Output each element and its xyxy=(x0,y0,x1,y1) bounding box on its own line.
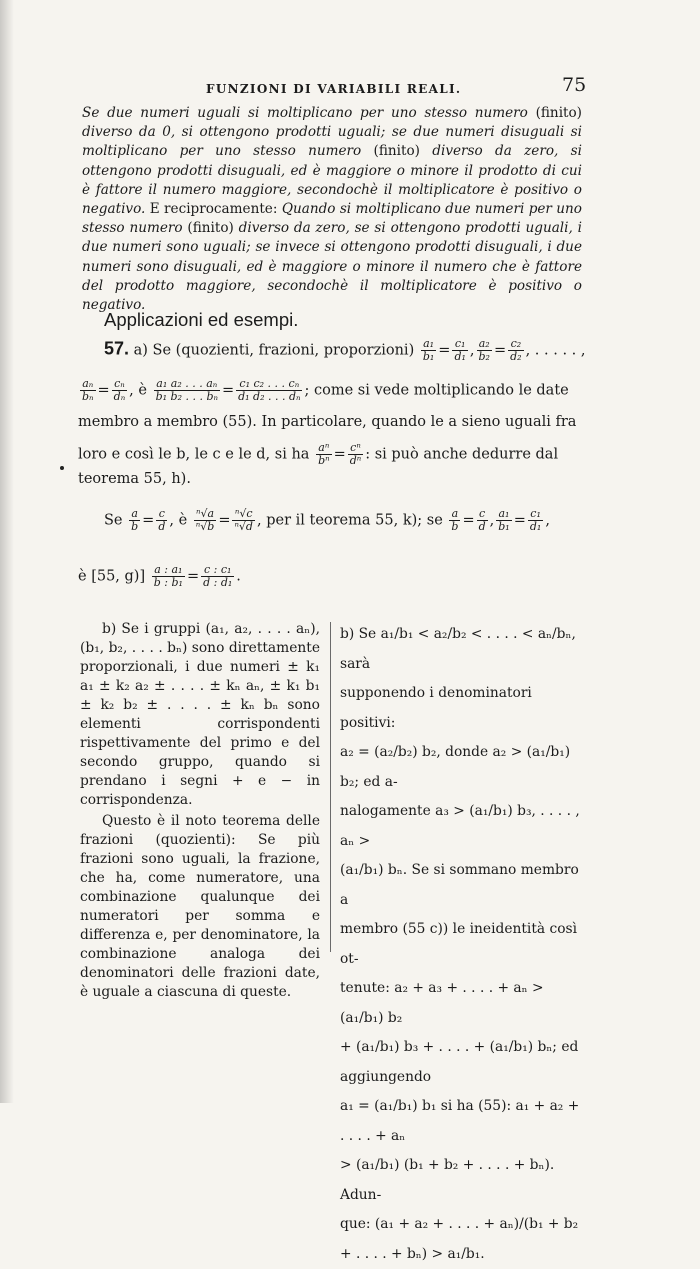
item57-line-4-tail: : si può anche dedurre dal xyxy=(365,446,559,463)
item57-line-1: 57. a) Se (quozienti, frazioni, proporzioni) $\frac{\text{a₁}}{\text{b₁}}$ = $\frac{\text{c₁}}{\text{d₁}}$ , $\frac{\text{a₂}}{\text{b₂}}$ = $\frac{\text{c₂}}{\text{d₂}}$ , . . . . . , xyxy=(104,337,586,363)
item57-line-4: loro e così le b, le c e le d, si ha $\frac{\text{aⁿ}}{\text{bⁿ}}$ = $\frac{\text{cⁿ}}{\text{dⁿ}}$ : si può anche dedurre dal xyxy=(78,441,559,467)
left-column xyxy=(80,620,320,1004)
fraction-root-c-root-d: $\frac{\text{ⁿ√c}}{\text{ⁿ√d}}$ xyxy=(234,507,253,533)
right-line-7: tenute: a₂ + a₃ + . . . . + aₙ > (a₁/b₁) b₂ xyxy=(340,980,544,1026)
right-line-4: nalogamente a₃ > (a₁/b₁) b₃, . . . . , aₙ > xyxy=(340,803,580,849)
fraction-a-b: $\frac{a}{b}$ xyxy=(131,507,139,533)
right-line-2: supponendo i denominatori positivi: xyxy=(340,685,532,731)
right-line-10: > (a₁/b₁) (b₁ + b₂ + . . . . + bₙ). Adun- xyxy=(340,1157,555,1203)
ellipsis: , . . . . . , xyxy=(525,342,586,359)
fraction-cn-dn: $\frac{\text{cₙ}}{\text{dₙ}}$ xyxy=(113,377,126,403)
fraction-c-d-2: $\frac{c}{d}$ xyxy=(478,507,486,533)
ink-speck xyxy=(60,466,64,470)
right-line-1: b) Se a₁/b₁ < a₂/b₂ < . . . . < aₙ/bₙ, sarà xyxy=(340,626,576,672)
fraction-a-b-2: $\frac{a}{b}$ xyxy=(451,507,459,533)
fraction-c1-d1: $\frac{\text{c₁}}{\text{d₁}}$ xyxy=(454,337,466,363)
theorem-finito-1: (finito) xyxy=(535,105,582,121)
item57-line-7-head: è [55, g)] xyxy=(78,568,146,585)
theorem-part-4: Quando si moltiplicano due numeri per uno stesso numero xyxy=(82,201,582,237)
item57-line-5: teorema 55, h). xyxy=(78,471,191,487)
theorem-finito-2: (finito) xyxy=(373,143,420,160)
theorem-finito-3: (finito) xyxy=(187,220,234,237)
left-paragraph-1: b) Se i gruppi (a₁, a₂, . . . . aₙ), (b₁, b₂, . . . . bₙ) sono direttamente proporzionali, i due numeri ± k₁ a₁ ± k₂ a₂ ± . . . . ± kₙ aₙ, ± k₁ b₁ ± k₂ b₂ ± . . . . ± kₙ bₙ sono elementi corrispondenti rispettivamente del primo e del secondo gruppo, quando si prendano i segni + e − in corrispondenza. xyxy=(80,621,320,808)
fraction-c1-d1-2: $\frac{\text{c₁}}{\text{d₁}}$ xyxy=(529,507,542,533)
fraction-root-a-root-b: $\frac{\text{ⁿ√a}}{\text{ⁿ√b}}$ xyxy=(195,507,215,533)
fraction-an-bn: $\frac{\text{aₙ}}{\text{bₙ}}$ xyxy=(82,377,94,403)
theorem-reciprocamente: E reciprocamente: xyxy=(149,201,278,218)
column-divider xyxy=(330,622,331,952)
fraction-c-d: $\frac{c}{d}$ xyxy=(158,507,166,533)
item-number: 57. xyxy=(104,338,130,359)
item57-line-6-mid: , per il teorema 55, k); se xyxy=(256,512,443,529)
fraction-a1-b1-2: $\frac{\text{a₁}}{\text{b₁}}$ xyxy=(498,507,510,533)
right-line-3: a₂ = (a₂/b₂) b₂, donde a₂ > (a₁/b₁) b₂; ed a- xyxy=(340,744,571,790)
fraction-c-c1-over-d-d1: $\frac{\text{c : c₁}}{\text{d : d₁}}$ xyxy=(203,563,233,589)
item57-se: Se xyxy=(104,512,123,529)
fraction-cn-over-dn-power: $\frac{\text{cⁿ}}{\text{dⁿ}}$ xyxy=(349,441,362,467)
fraction-a2-b2: $\frac{\text{a₂}}{\text{b₂}}$ xyxy=(478,337,490,363)
theorem-part-5: diverso da zero, se si ottengono prodotti uguali, i due numeri sono uguali; se invece si ottengono prodotti disuguali, i due numeri sono disuguali, ed è maggiore o minore il numero che è fattore del prodotto maggiore, secondochè il moltiplicatore è positivo o negativo. xyxy=(82,220,582,314)
left-paragraph-2: Questo è il noto teorema delle frazioni (quozienti): Se più frazioni sono uguali, la frazione, che ha, come numeratore, una combinazione qualunque dei numeratori per somma e differenza e, per denominatore, la combinazione analoga dei denominatori delle frazioni date, è uguale a ciascuna di queste. xyxy=(80,813,320,1000)
binding-shadow xyxy=(0,0,14,1103)
right-column xyxy=(340,620,586,1269)
item57-intro: a) Se (quozienti, frazioni, proporzioni) xyxy=(133,342,415,359)
item57-line-6: Se $\frac{a}{b}$ = $\frac{c}{d}$ , è $\frac{\text{ⁿ√a}}{\text{ⁿ√b}}$ = $\frac{\text{ⁿ√c}}{\text{ⁿ√d}}$ , per il teorema 55, k); se $\frac{a}{b}$ = $\frac{c}{d}$ , $\frac{\text{a₁}}{\text{b₁}}$ = $\frac{\text{c₁}}{\text{d₁}}$ , xyxy=(104,507,550,533)
item57-line-7: è [55, g)] $\frac{\text{a : a₁}}{\text{b : b₁}}$ = $\frac{\text{c : c₁}}{\text{d : d₁}}$ . xyxy=(78,563,241,589)
page-number: 75 xyxy=(562,74,587,96)
item57-line-2: $\frac{\text{aₙ}}{\text{bₙ}}$ = $\frac{\text{cₙ}}{\text{dₙ}}$ , è $\frac{\text{a₁ a₂ . . . aₙ}}{\text{b₁ b₂ . . . bₙ}}$ = $\frac{\text{c₁ c₂ . . . cₙ}}{\text{d₁ d₂ . . . dₙ}}$ ; come si vede moltiplicando le date xyxy=(82,377,569,403)
item57-line-4-head: loro e così le b, le c e le d, si ha xyxy=(78,446,310,463)
item57-line-3: membro a membro (55). In particolare, quando le a sieno uguali fra xyxy=(78,414,577,430)
fraction-an-over-bn-power: $\frac{\text{aⁿ}}{\text{bⁿ}}$ xyxy=(318,441,330,467)
right-line-6: membro (55 c)) le ineidentità così ot- xyxy=(340,921,578,967)
theorem-paragraph xyxy=(82,104,582,315)
right-line-8: + (a₁/b₁) b₃ + . . . . + (a₁/b₁) bₙ; ed aggiungendo xyxy=(340,1039,579,1085)
fraction-a-a1-over-b-b1: $\frac{\text{a : a₁}}{\text{b : b₁}}$ xyxy=(153,563,183,589)
right-line-11: que: (a₁ + a₂ + . . . . + aₙ)/(b₁ + b₂ + . . . . + bₙ) > a₁/b₁. xyxy=(340,1216,579,1262)
fraction-c2-d2: $\frac{\text{c₂}}{\text{d₂}}$ xyxy=(510,337,522,363)
fraction-product-c-d: $\frac{\text{c₁ c₂ . . . cₙ}}{\text{d₁ d₂ . . . dₙ}}$ xyxy=(238,377,301,403)
right-line-5: (a₁/b₁) bₙ. Se si sommano membro a xyxy=(340,862,579,908)
theorem-part-2: diverso da 0, si ottengono prodotti uguali; se due numeri disuguali si moltiplicano per uno stesso numero xyxy=(82,124,582,160)
running-head: FUNZIONI DI VARIABILI REALI. xyxy=(206,82,462,96)
section-heading: Applicazioni ed esempi. xyxy=(104,309,299,330)
item57-line-2-tail: ; come si vede moltiplicando le date xyxy=(304,382,569,399)
right-line-9: a₁ = (a₁/b₁) b₁ si ha (55): a₁ + a₂ + . . . . + aₙ xyxy=(340,1098,580,1144)
theorem-part-3: diverso da zero, si ottengono prodotti disuguali, ed è maggiore o minore il prodotto di cui è fattore il numero maggiore, secondochè il moltiplicatore è positivo o negativo. xyxy=(82,143,582,218)
theorem-part-1: Se due numeri uguali si moltiplicano per uno stesso numero xyxy=(82,105,528,121)
fraction-product-a-b: $\frac{\text{a₁ a₂ . . . aₙ}}{\text{b₁ b₂ . . . bₙ}}$ xyxy=(155,377,218,403)
fraction-a1-b1: $\frac{\text{a₁}}{\text{b₁}}$ xyxy=(422,337,435,363)
